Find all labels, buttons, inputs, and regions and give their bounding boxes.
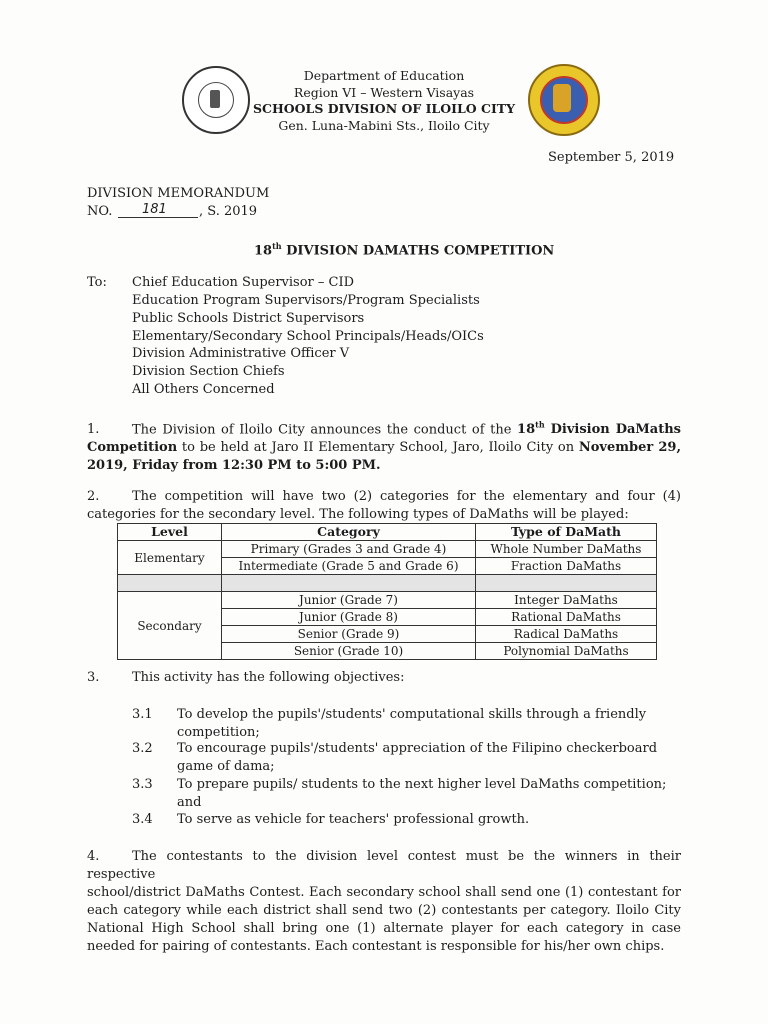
- paragraph-4: 4. The contestants to the division level contest must be the winners in their respective school/district DaMaths Contest. Each secondary school shall send one (1) contestant for each category while each district shall send two (2) contestants per category. Iloilo City National High School shall bring one (1) alternate player for each category in case needed for pairing of contestants. Each contestant is responsible for his/her own chips.: [87, 849, 681, 954]
- recipient: Public Schools District Supervisors: [132, 311, 365, 326]
- header-division: SCHOOLS DIVISION OF ILOILO CITY: [252, 101, 516, 116]
- table-header-level: Level: [118, 524, 222, 541]
- memo-series: , S. 2019: [199, 204, 258, 219]
- objective-item: 3.3 To prepare pupils/ students to the next higher level DaMaths competition; and: [132, 777, 667, 810]
- table-row: [118, 592, 657, 609]
- table-cell-level: Secondary: [118, 592, 222, 660]
- table-cell-level: Elementary: [118, 541, 222, 575]
- table-cell-type: Whole Number DaMaths: [476, 541, 657, 558]
- objective-item: 3.4 To serve as vehicle for teachers' professional growth.: [132, 812, 530, 827]
- table-cell-type: Fraction DaMaths: [476, 558, 657, 575]
- objective-item: 3.2 To encourage pupils'/students' appreciation of the Filipino checkerboard game of dama;: [132, 741, 658, 774]
- paragraph-1: 1. The Division of Iloilo City announces the conduct of the 18th Division DaMaths Competition to be held at Jaro II Elementary School, Jaro, Iloilo City on November 29, 2019, Friday from 12:30 PM to 5:00 PM.: [87, 420, 681, 474]
- memo-number-underline: [118, 217, 198, 218]
- recipient: Division Administrative Officer V: [132, 346, 350, 361]
- recipient: All Others Concerned: [132, 382, 275, 397]
- damaths-category-table: [117, 523, 657, 660]
- header-region: Region VI – Western Visayas: [293, 85, 475, 100]
- table-cell-category: Primary (Grades 3 and Grade 4): [222, 541, 476, 558]
- table-cell-category: Junior (Grade 8): [222, 609, 476, 626]
- memo-number: 181: [142, 202, 167, 217]
- recipient: Chief Education Supervisor – CID: [132, 275, 355, 290]
- table-header-category: Category: [222, 524, 476, 541]
- table-cell-type: Radical DaMaths: [476, 626, 657, 643]
- memo-subject: 18th DIVISION DAMATHS COMPETITION: [254, 241, 555, 259]
- table-row-spacer: [118, 575, 657, 592]
- paragraph-3-number: 3.: [87, 670, 100, 685]
- header-department: Department of Education: [303, 68, 465, 83]
- to-label: To:: [87, 275, 107, 290]
- table-header-type: Type of DaMath: [476, 524, 657, 541]
- table-row: [118, 541, 657, 558]
- table-cell-category: Intermediate (Grade 5 and Grade 6): [222, 558, 476, 575]
- table-cell-category: Junior (Grade 7): [222, 592, 476, 609]
- memo-date: September 5, 2019: [548, 150, 675, 165]
- memo-title: DIVISION MEMORANDUM: [87, 186, 270, 201]
- table-cell-type: Rational DaMaths: [476, 609, 657, 626]
- paragraph-3-text: This activity has the following objectives:: [132, 670, 405, 685]
- recipient: Division Section Chiefs: [132, 364, 285, 379]
- table-cell-category: Senior (Grade 10): [222, 643, 476, 660]
- paragraph-2: 2. The competition will have two (2) categories for the elementary and four (4) categories for the secondary level. The following types of DaMaths will be played:: [87, 489, 681, 522]
- recipient: Elementary/Secondary School Principals/Heads/OICs: [132, 329, 484, 344]
- table-cell-category: Senior (Grade 9): [222, 626, 476, 643]
- memo-no-label: NO.: [87, 204, 113, 219]
- recipient: Education Program Supervisors/Program Specialists: [132, 293, 480, 308]
- objective-item: 3.1 To develop the pupils'/students' computational skills through a friendly competition;: [132, 707, 647, 740]
- header-address: Gen. Luna-Mabini Sts., Iloilo City: [278, 118, 490, 133]
- table-cell-type: Polynomial DaMaths: [476, 643, 657, 660]
- table-cell-type: Integer DaMaths: [476, 592, 657, 609]
